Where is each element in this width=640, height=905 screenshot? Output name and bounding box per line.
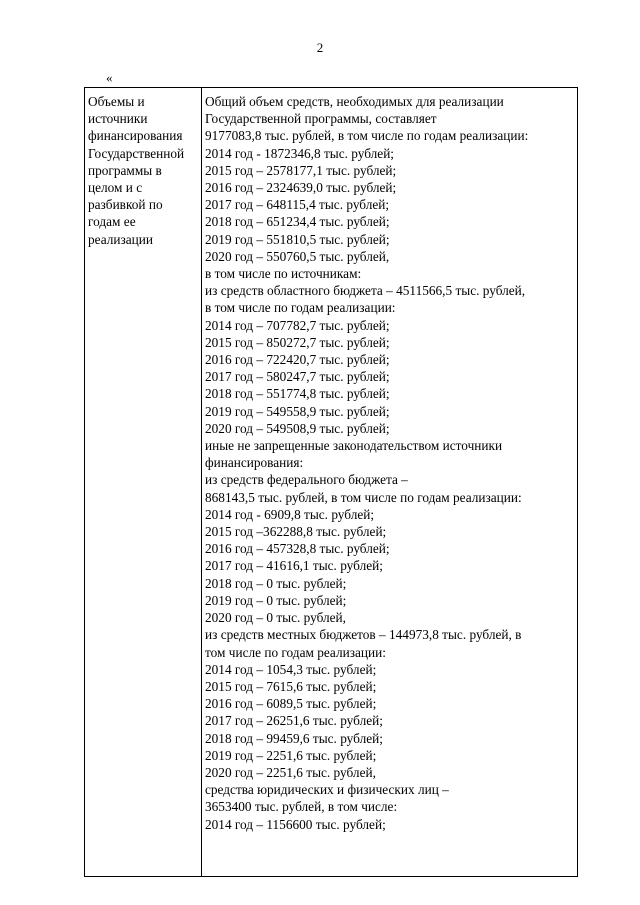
label-line: годам ее <box>88 214 136 230</box>
details-line: 2018 год – 651234,4 тыс. рублей; <box>205 214 390 230</box>
details-line: в том числе по источникам: <box>205 266 362 282</box>
details-line: 2014 год – 1156600 тыс. рублей; <box>205 816 386 832</box>
details-line: Общий объем средств, необходимых для реализации <box>205 94 504 109</box>
label-line: финансирования <box>88 128 183 144</box>
details-line: из средств местных бюджетов – 144973,8 тыс. рублей, в <box>205 627 522 643</box>
label-line: целом и с <box>88 180 143 196</box>
details-line: 2018 год – 0 тыс. рублей; <box>205 575 347 591</box>
details-line: 2017 год – 648115,4 тыс. рублей; <box>205 197 390 213</box>
details-line: 2015 год – 850272,7 тыс. рублей; <box>205 334 390 350</box>
details-line: 2020 год – 550760,5 тыс. рублей, <box>205 248 390 264</box>
page-number: 2 <box>316 40 324 55</box>
details-line: 2018 год – 551774,8 тыс. рублей; <box>205 386 390 402</box>
details-line: 2016 год – 722420,7 тыс. рублей; <box>205 352 390 368</box>
label-line: программы в <box>88 162 162 178</box>
details-line: 2016 год – 2324639,0 тыс. рублей; <box>205 180 397 196</box>
details-line: 2015 год –362288,8 тыс. рублей; <box>205 524 387 540</box>
funding-table <box>84 87 578 877</box>
funding-label-cell <box>85 88 202 876</box>
details-line: 2018 год – 99459,6 тыс. рублей; <box>205 730 383 746</box>
label-line: Объемы и <box>88 94 145 109</box>
details-line: 2014 год - 6909,8 тыс. рублей; <box>205 506 375 522</box>
details-line: иные не запрещенные законодательством источники <box>205 438 503 454</box>
details-line: 3653400 тыс. рублей, в том числе: <box>205 799 398 815</box>
details-line: из средств федерального бюджета – <box>205 472 408 488</box>
label-line: источники <box>88 111 148 127</box>
details-line: 2020 год – 549508,9 тыс. рублей; <box>205 420 390 436</box>
details-line: 2019 год – 0 тыс. рублей; <box>205 592 347 608</box>
label-line: разбивкой по <box>88 197 163 213</box>
details-line: 868143,5 тыс. рублей, в том числе по годам реализации: <box>205 489 522 505</box>
details-line: 2016 год – 6089,5 тыс. рублей; <box>205 696 377 712</box>
details-line: в том числе по годам реализации: <box>205 300 396 316</box>
details-line: средства юридических и физических лиц – <box>205 782 449 798</box>
details-line: финансирования: <box>205 455 304 471</box>
details-line: 2019 год – 551810,5 тыс. рублей; <box>205 231 390 247</box>
label-line: реализации <box>88 231 153 247</box>
details-line: 2014 год – 1054,3 тыс. рублей; <box>205 661 377 677</box>
details-line: 2016 год – 457328,8 тыс. рублей; <box>205 541 390 557</box>
details-line: 2020 год – 2251,6 тыс. рублей, <box>205 764 376 780</box>
details-line: 2017 год – 26251,6 тыс. рублей; <box>205 713 383 729</box>
label-line: Государственной <box>88 145 185 161</box>
details-line: 2019 год – 549558,9 тыс. рублей; <box>205 403 390 419</box>
details-line: Государственной программы, составляет <box>205 111 437 127</box>
details-line: 2017 год – 580247,7 тыс. рублей; <box>205 369 390 385</box>
details-line: 2014 год - 1872346,8 тыс. рублей; <box>205 145 395 161</box>
details-line: 2015 год – 2578177,1 тыс. рублей; <box>205 162 397 178</box>
details-line: 2020 год – 0 тыс. рублей, <box>205 610 346 626</box>
details-line: 2017 год – 41616,1 тыс. рублей; <box>205 558 383 574</box>
details-line: том числе по годам реализации: <box>205 644 386 660</box>
details-line: 2014 год – 707782,7 тыс. рублей; <box>205 317 390 333</box>
funding-details-cell <box>202 88 577 876</box>
details-line: 2019 год – 2251,6 тыс. рублей; <box>205 747 377 763</box>
details-line: из средств областного бюджета – 4511566,5 тыс. рублей, <box>205 283 526 299</box>
details-line: 9177083,8 тыс. рублей, в том числе по годам реализации: <box>205 128 529 144</box>
details-line: 2015 год – 7615,6 тыс. рублей; <box>205 678 377 694</box>
opening-quote-mark: « <box>106 70 113 85</box>
